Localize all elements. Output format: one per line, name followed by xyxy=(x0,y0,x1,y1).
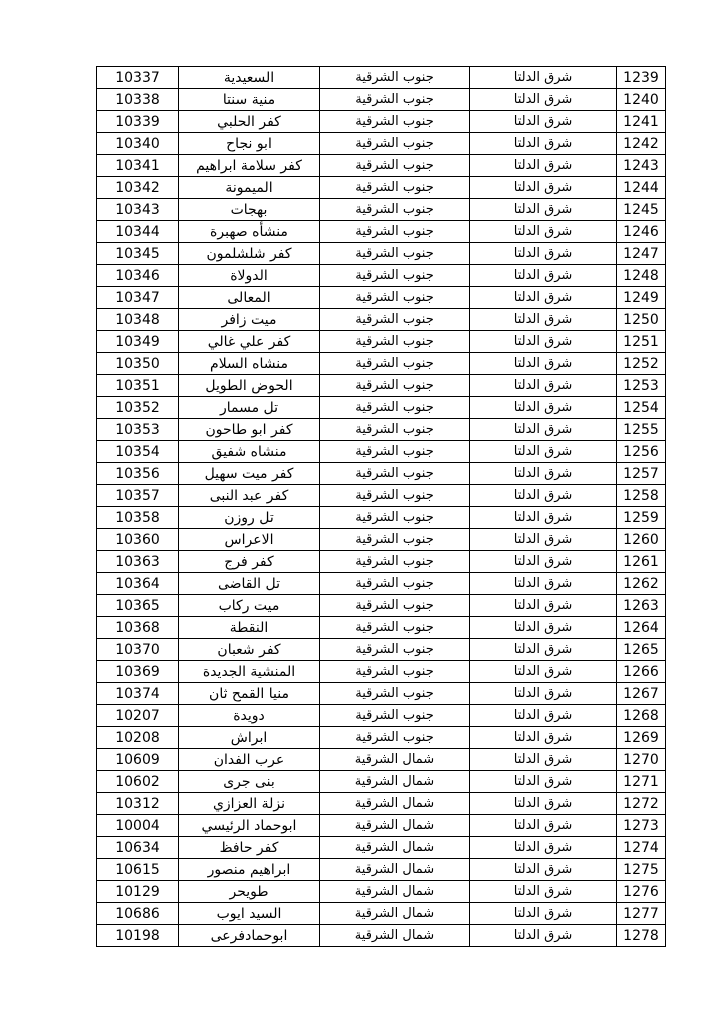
region-cell: شرق الدلتا xyxy=(470,199,617,221)
table-row xyxy=(97,441,666,463)
name-cell: السعيدية xyxy=(179,67,320,89)
table-row xyxy=(97,727,666,749)
name-cell: منشاه السلام xyxy=(179,353,320,375)
code-cell: 10343 xyxy=(97,199,179,221)
district-cell: جنوب الشرقية xyxy=(320,617,470,639)
region-cell: شرق الدلتا xyxy=(470,463,617,485)
region-cell: شرق الدلتا xyxy=(470,815,617,837)
row-number-cell: 1248 xyxy=(617,265,666,287)
code-cell: 10342 xyxy=(97,177,179,199)
name-cell: طويحر xyxy=(179,881,320,903)
code-cell: 10353 xyxy=(97,419,179,441)
row-number-cell: 1273 xyxy=(617,815,666,837)
row-number-cell: 1275 xyxy=(617,859,666,881)
district-cell: شمال الشرقية xyxy=(320,925,470,947)
row-number-cell: 1277 xyxy=(617,903,666,925)
district-cell: جنوب الشرقية xyxy=(320,177,470,199)
region-cell: شرق الدلتا xyxy=(470,485,617,507)
district-cell: جنوب الشرقية xyxy=(320,683,470,705)
code-cell: 10348 xyxy=(97,309,179,331)
row-number-cell: 1262 xyxy=(617,573,666,595)
region-cell: شرق الدلتا xyxy=(470,727,617,749)
table-row xyxy=(97,793,666,815)
row-number-cell: 1265 xyxy=(617,639,666,661)
region-cell: شرق الدلتا xyxy=(470,705,617,727)
region-cell: شرق الدلتا xyxy=(470,111,617,133)
district-cell: جنوب الشرقية xyxy=(320,353,470,375)
code-cell: 10356 xyxy=(97,463,179,485)
district-cell: شمال الشرقية xyxy=(320,903,470,925)
table-row xyxy=(97,89,666,111)
district-cell: جنوب الشرقية xyxy=(320,287,470,309)
code-cell: 10350 xyxy=(97,353,179,375)
table-row xyxy=(97,243,666,265)
code-cell: 10347 xyxy=(97,287,179,309)
row-number-cell: 1244 xyxy=(617,177,666,199)
name-cell: منيا القمح ثان xyxy=(179,683,320,705)
table-body xyxy=(97,67,666,947)
name-cell: كفر شعبان xyxy=(179,639,320,661)
region-cell: شرق الدلتا xyxy=(470,243,617,265)
name-cell: ابراهيم منصور xyxy=(179,859,320,881)
name-cell: نزلة العزازي xyxy=(179,793,320,815)
name-cell: الدولاة xyxy=(179,265,320,287)
table-row xyxy=(97,177,666,199)
district-cell: جنوب الشرقية xyxy=(320,463,470,485)
name-cell: كفر فرج xyxy=(179,551,320,573)
district-cell: شمال الشرقية xyxy=(320,859,470,881)
table-row xyxy=(97,573,666,595)
region-cell: شرق الدلتا xyxy=(470,221,617,243)
table-row xyxy=(97,111,666,133)
region-cell: شرق الدلتا xyxy=(470,89,617,111)
row-number-cell: 1256 xyxy=(617,441,666,463)
table-row xyxy=(97,639,666,661)
region-cell: شرق الدلتا xyxy=(470,617,617,639)
row-number-cell: 1278 xyxy=(617,925,666,947)
district-cell: شمال الشرقية xyxy=(320,837,470,859)
region-cell: شرق الدلتا xyxy=(470,155,617,177)
name-cell: كفر سلامة ابراهيم xyxy=(179,155,320,177)
name-cell: ابوحماد الرئيسي xyxy=(179,815,320,837)
district-cell: جنوب الشرقية xyxy=(320,529,470,551)
table-row xyxy=(97,529,666,551)
code-cell: 10004 xyxy=(97,815,179,837)
name-cell: منشاه شفيق xyxy=(179,441,320,463)
region-cell: شرق الدلتا xyxy=(470,265,617,287)
row-number-cell: 1246 xyxy=(617,221,666,243)
table-row xyxy=(97,771,666,793)
district-cell: جنوب الشرقية xyxy=(320,133,470,155)
district-cell: جنوب الشرقية xyxy=(320,485,470,507)
table-row xyxy=(97,133,666,155)
name-cell: دويدة xyxy=(179,705,320,727)
name-cell: المعالى xyxy=(179,287,320,309)
district-cell: جنوب الشرقية xyxy=(320,265,470,287)
code-cell: 10339 xyxy=(97,111,179,133)
district-cell: جنوب الشرقية xyxy=(320,111,470,133)
code-cell: 10358 xyxy=(97,507,179,529)
table-row xyxy=(97,815,666,837)
table-row xyxy=(97,859,666,881)
name-cell: منشأه صهبرة xyxy=(179,221,320,243)
table-row xyxy=(97,375,666,397)
district-cell: جنوب الشرقية xyxy=(320,705,470,727)
region-cell: شرق الدلتا xyxy=(470,419,617,441)
name-cell: عرب الفدان xyxy=(179,749,320,771)
code-cell: 10346 xyxy=(97,265,179,287)
row-number-cell: 1274 xyxy=(617,837,666,859)
table-row xyxy=(97,419,666,441)
region-cell: شرق الدلتا xyxy=(470,639,617,661)
row-number-cell: 1263 xyxy=(617,595,666,617)
region-cell: شرق الدلتا xyxy=(470,67,617,89)
district-cell: جنوب الشرقية xyxy=(320,727,470,749)
table-row xyxy=(97,331,666,353)
name-cell: ابوحمادفرعى xyxy=(179,925,320,947)
row-number-cell: 1257 xyxy=(617,463,666,485)
district-cell: جنوب الشرقية xyxy=(320,397,470,419)
name-cell: بهجات xyxy=(179,199,320,221)
table-row xyxy=(97,881,666,903)
row-number-cell: 1271 xyxy=(617,771,666,793)
code-cell: 10337 xyxy=(97,67,179,89)
row-number-cell: 1253 xyxy=(617,375,666,397)
district-cell: جنوب الشرقية xyxy=(320,375,470,397)
code-cell: 10686 xyxy=(97,903,179,925)
code-cell: 10369 xyxy=(97,661,179,683)
region-cell: شرق الدلتا xyxy=(470,837,617,859)
code-cell: 10364 xyxy=(97,573,179,595)
region-cell: شرق الدلتا xyxy=(470,573,617,595)
region-cell: شرق الدلتا xyxy=(470,507,617,529)
district-cell: جنوب الشرقية xyxy=(320,309,470,331)
code-cell: 10609 xyxy=(97,749,179,771)
table-row xyxy=(97,265,666,287)
offices-table xyxy=(96,66,666,947)
table-row xyxy=(97,507,666,529)
region-cell: شرق الدلتا xyxy=(470,925,617,947)
region-cell: شرق الدلتا xyxy=(470,133,617,155)
code-cell: 10634 xyxy=(97,837,179,859)
name-cell: تل القاضى xyxy=(179,573,320,595)
table-row xyxy=(97,903,666,925)
table-row xyxy=(97,485,666,507)
region-cell: شرق الدلتا xyxy=(470,771,617,793)
name-cell: كفر الحلبي xyxy=(179,111,320,133)
table-row xyxy=(97,67,666,89)
name-cell: السيد ايوب xyxy=(179,903,320,925)
district-cell: جنوب الشرقية xyxy=(320,89,470,111)
district-cell: جنوب الشرقية xyxy=(320,551,470,573)
code-cell: 10345 xyxy=(97,243,179,265)
district-cell: جنوب الشرقية xyxy=(320,243,470,265)
district-cell: جنوب الشرقية xyxy=(320,199,470,221)
district-cell: شمال الشرقية xyxy=(320,793,470,815)
row-number-cell: 1249 xyxy=(617,287,666,309)
region-cell: شرق الدلتا xyxy=(470,859,617,881)
code-cell: 10338 xyxy=(97,89,179,111)
row-number-cell: 1260 xyxy=(617,529,666,551)
row-number-cell: 1276 xyxy=(617,881,666,903)
code-cell: 10198 xyxy=(97,925,179,947)
name-cell: المنشية الجديدة xyxy=(179,661,320,683)
code-cell: 10360 xyxy=(97,529,179,551)
name-cell: الحوض الطويل xyxy=(179,375,320,397)
row-number-cell: 1259 xyxy=(617,507,666,529)
region-cell: شرق الدلتا xyxy=(470,353,617,375)
row-number-cell: 1247 xyxy=(617,243,666,265)
code-cell: 10208 xyxy=(97,727,179,749)
row-number-cell: 1239 xyxy=(617,67,666,89)
region-cell: شرق الدلتا xyxy=(470,661,617,683)
district-cell: جنوب الشرقية xyxy=(320,155,470,177)
row-number-cell: 1245 xyxy=(617,199,666,221)
region-cell: شرق الدلتا xyxy=(470,309,617,331)
table-row xyxy=(97,397,666,419)
code-cell: 10340 xyxy=(97,133,179,155)
table-row xyxy=(97,925,666,947)
table-row xyxy=(97,155,666,177)
table-row xyxy=(97,551,666,573)
row-number-cell: 1272 xyxy=(617,793,666,815)
table-row xyxy=(97,749,666,771)
name-cell: كفر عبد النبى xyxy=(179,485,320,507)
code-cell: 10354 xyxy=(97,441,179,463)
code-cell: 10351 xyxy=(97,375,179,397)
table-row xyxy=(97,837,666,859)
row-number-cell: 1266 xyxy=(617,661,666,683)
table-row xyxy=(97,221,666,243)
code-cell: 10341 xyxy=(97,155,179,177)
district-cell: جنوب الشرقية xyxy=(320,441,470,463)
name-cell: كفر حافظ xyxy=(179,837,320,859)
row-number-cell: 1254 xyxy=(617,397,666,419)
table-row xyxy=(97,661,666,683)
region-cell: شرق الدلتا xyxy=(470,441,617,463)
code-cell: 10365 xyxy=(97,595,179,617)
region-cell: شرق الدلتا xyxy=(470,287,617,309)
region-cell: شرق الدلتا xyxy=(470,397,617,419)
row-number-cell: 1264 xyxy=(617,617,666,639)
table-row xyxy=(97,595,666,617)
region-cell: شرق الدلتا xyxy=(470,881,617,903)
row-number-cell: 1258 xyxy=(617,485,666,507)
name-cell: الميمونة xyxy=(179,177,320,199)
district-cell: شمال الشرقية xyxy=(320,771,470,793)
row-number-cell: 1269 xyxy=(617,727,666,749)
row-number-cell: 1267 xyxy=(617,683,666,705)
code-cell: 10357 xyxy=(97,485,179,507)
code-cell: 10129 xyxy=(97,881,179,903)
district-cell: جنوب الشرقية xyxy=(320,639,470,661)
name-cell: منية سنتا xyxy=(179,89,320,111)
region-cell: شرق الدلتا xyxy=(470,749,617,771)
row-number-cell: 1241 xyxy=(617,111,666,133)
district-cell: جنوب الشرقية xyxy=(320,595,470,617)
region-cell: شرق الدلتا xyxy=(470,529,617,551)
district-cell: جنوب الشرقية xyxy=(320,419,470,441)
row-number-cell: 1240 xyxy=(617,89,666,111)
row-number-cell: 1243 xyxy=(617,155,666,177)
table-row xyxy=(97,683,666,705)
row-number-cell: 1242 xyxy=(617,133,666,155)
row-number-cell: 1251 xyxy=(617,331,666,353)
row-number-cell: 1261 xyxy=(617,551,666,573)
table-row xyxy=(97,353,666,375)
name-cell: ميت زافر xyxy=(179,309,320,331)
table-row xyxy=(97,617,666,639)
district-cell: شمال الشرقية xyxy=(320,881,470,903)
table-row xyxy=(97,463,666,485)
row-number-cell: 1270 xyxy=(617,749,666,771)
name-cell: بنى جرى xyxy=(179,771,320,793)
code-cell: 10207 xyxy=(97,705,179,727)
code-cell: 10349 xyxy=(97,331,179,353)
district-cell: جنوب الشرقية xyxy=(320,661,470,683)
code-cell: 10615 xyxy=(97,859,179,881)
name-cell: تل مسمار xyxy=(179,397,320,419)
region-cell: شرق الدلتا xyxy=(470,595,617,617)
name-cell: كفر علي غالي xyxy=(179,331,320,353)
code-cell: 10352 xyxy=(97,397,179,419)
name-cell: ابراش xyxy=(179,727,320,749)
region-cell: شرق الدلتا xyxy=(470,551,617,573)
name-cell: كفر شلشلمون xyxy=(179,243,320,265)
district-cell: شمال الشرقية xyxy=(320,815,470,837)
table-row xyxy=(97,705,666,727)
code-cell: 10368 xyxy=(97,617,179,639)
code-cell: 10312 xyxy=(97,793,179,815)
row-number-cell: 1255 xyxy=(617,419,666,441)
table-row xyxy=(97,309,666,331)
name-cell: ميت ركاب xyxy=(179,595,320,617)
code-cell: 10370 xyxy=(97,639,179,661)
region-cell: شرق الدلتا xyxy=(470,331,617,353)
district-cell: جنوب الشرقية xyxy=(320,67,470,89)
name-cell: كفر ابو طاحون xyxy=(179,419,320,441)
district-cell: جنوب الشرقية xyxy=(320,221,470,243)
region-cell: شرق الدلتا xyxy=(470,177,617,199)
name-cell: تل روزن xyxy=(179,507,320,529)
code-cell: 10602 xyxy=(97,771,179,793)
district-cell: جنوب الشرقية xyxy=(320,331,470,353)
table-row xyxy=(97,287,666,309)
code-cell: 10363 xyxy=(97,551,179,573)
region-cell: شرق الدلتا xyxy=(470,903,617,925)
region-cell: شرق الدلتا xyxy=(470,793,617,815)
region-cell: شرق الدلتا xyxy=(470,375,617,397)
row-number-cell: 1250 xyxy=(617,309,666,331)
district-cell: جنوب الشرقية xyxy=(320,573,470,595)
name-cell: كفر ميت سهيل xyxy=(179,463,320,485)
name-cell: الاعراس xyxy=(179,529,320,551)
row-number-cell: 1268 xyxy=(617,705,666,727)
name-cell: النقطة xyxy=(179,617,320,639)
row-number-cell: 1252 xyxy=(617,353,666,375)
name-cell: ابو نجاح xyxy=(179,133,320,155)
district-cell: شمال الشرقية xyxy=(320,749,470,771)
district-cell: جنوب الشرقية xyxy=(320,507,470,529)
code-cell: 10374 xyxy=(97,683,179,705)
table-row xyxy=(97,199,666,221)
region-cell: شرق الدلتا xyxy=(470,683,617,705)
code-cell: 10344 xyxy=(97,221,179,243)
